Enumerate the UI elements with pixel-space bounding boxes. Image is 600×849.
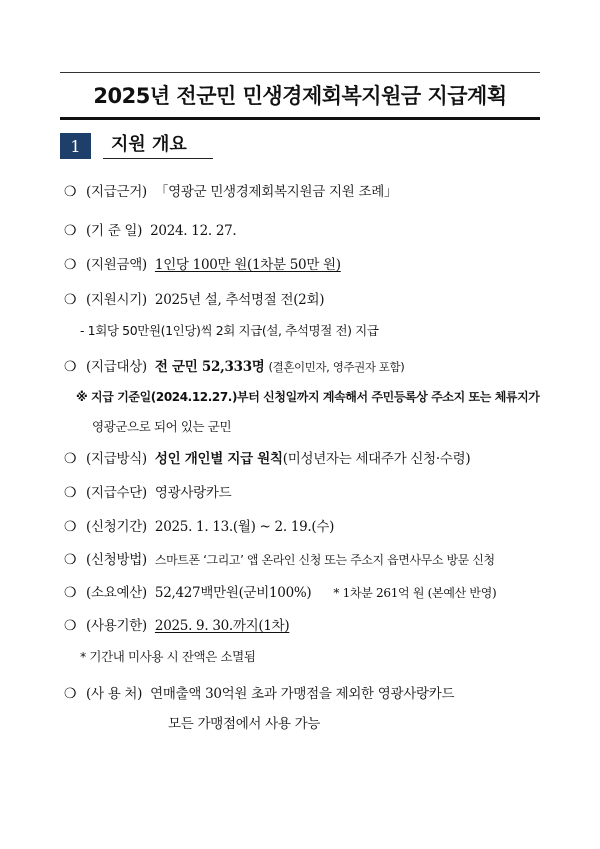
timing-detail: - 1회당 50만원(1인당)씩 2회 지급(설, 추석명절 전) 지급 <box>80 323 379 338</box>
bullet-icon: ❍ <box>64 184 77 200</box>
item-label: (지급수단) <box>86 485 147 501</box>
item-label: (지원금액) <box>86 257 147 273</box>
item-base-date <box>64 219 236 239</box>
item-value: 2025년 설, 추석명절 전(2회) <box>154 292 325 308</box>
bullet-icon: ❍ <box>64 519 77 535</box>
item-label: (지급방식) <box>86 451 147 467</box>
item-value: 1인당 100만 원(1차분 50만 원) <box>154 257 341 273</box>
item-label: (지급대상) <box>86 359 147 375</box>
item-value: 전 군민 52,333명 <box>154 359 265 375</box>
item-method <box>64 447 470 467</box>
bullet-icon: ❍ <box>64 552 77 568</box>
item-label: (기 준 일) <box>86 223 143 239</box>
item-label: (지원시기) <box>86 292 147 308</box>
item-label: (신청방법) <box>86 552 147 568</box>
section-number: 1 <box>60 133 91 159</box>
usage-line2: 모든 가맹점에서 사용 가능 <box>168 716 321 732</box>
item-expiry <box>64 614 289 634</box>
expiry-note: * 기간내 미사용 시 잔액은 소멸됨 <box>80 649 256 664</box>
item-apply-method <box>64 548 495 568</box>
bullet-icon: ❍ <box>64 451 77 467</box>
bullet-icon: ❍ <box>64 359 77 375</box>
item-value: 연매출액 30억원 초과 가맹점을 제외한 영광사랑카드 <box>150 686 455 702</box>
title-box <box>60 72 540 120</box>
item-period <box>64 515 334 535</box>
bullet-icon: ❍ <box>64 257 77 273</box>
section-title: 지원 개요 <box>103 133 213 159</box>
item-label: (사용기한) <box>86 618 147 634</box>
document-title: 2025년 전군민 민생경제회복지원금 지급계획 <box>93 84 507 108</box>
item-value: 성인 개인별 지급 원칙 <box>154 451 283 467</box>
item-means <box>64 481 231 501</box>
item-target <box>64 355 404 375</box>
bullet-icon: ❍ <box>64 618 77 634</box>
item-value: 스마트폰 ‘그리고’ 앱 온라인 신청 또는 주소지 읍면사무소 방문 신청 <box>154 553 495 567</box>
item-value: 영광사랑카드 <box>154 485 232 501</box>
bullet-icon: ❍ <box>64 585 77 601</box>
bullet-icon: ❍ <box>64 485 77 501</box>
item-note: * 1차분 261억 원 (본예산 반영) <box>333 586 497 600</box>
item-note: (결혼이민자, 영주권자 포함) <box>268 360 405 374</box>
item-value: 2025. 1. 13.(월) ~ 2. 19.(수) <box>154 519 335 535</box>
item-label: (사 용 처) <box>86 686 143 702</box>
bullet-icon: ❍ <box>64 292 77 308</box>
item-amount <box>64 253 341 273</box>
bullet-icon: ❍ <box>64 223 77 239</box>
item-timing <box>64 288 324 308</box>
item-value: 「영광군 민생경제회복지원금 지원 조례」 <box>154 184 398 200</box>
item-label: (신청기간) <box>86 519 147 535</box>
target-remark-line1: ※ 지급 기준일(2024.12.27.)부터 신청일까지 계속해서 주민등록상 주소지 또는 체류지가 <box>76 390 540 404</box>
item-budget <box>64 581 496 601</box>
target-remark-line2: 영광군으로 되어 있는 군민 <box>92 419 232 434</box>
item-label: (지급근거) <box>86 184 147 200</box>
item-value: 2025. 9. 30.까지(1차) <box>154 618 290 634</box>
item-usage <box>64 682 454 702</box>
item-basis <box>64 180 397 200</box>
item-value: 2024. 12. 27. <box>150 223 237 239</box>
item-note: (미성년자는 세대주가 신청·수령) <box>282 451 471 467</box>
item-value: 52,427백만원(군비100%) <box>154 585 312 601</box>
section-header <box>60 133 213 159</box>
item-label: (소요예산) <box>86 585 147 601</box>
bullet-icon: ❍ <box>64 686 77 702</box>
